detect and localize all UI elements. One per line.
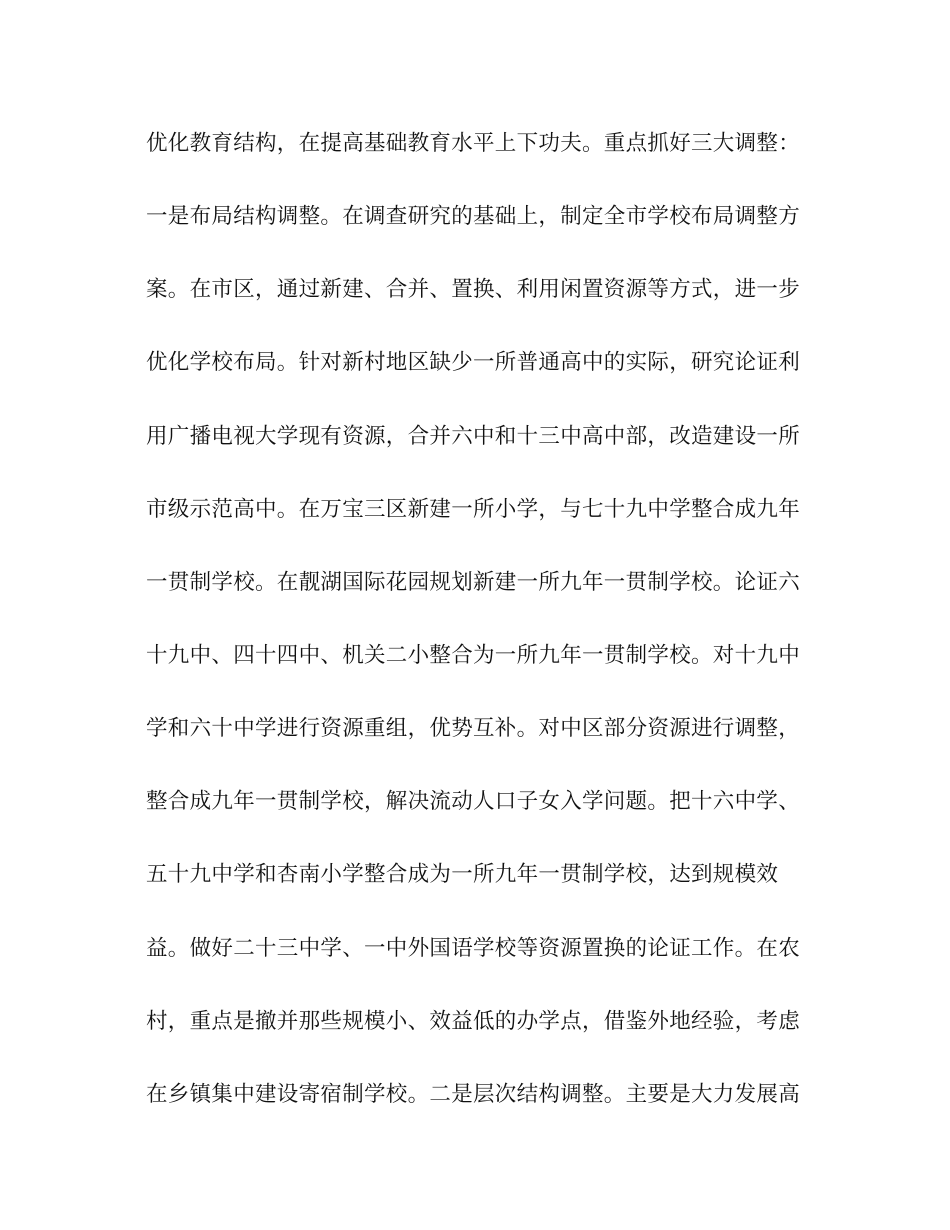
text-line: 案。在市区，通过新建、合并、置换、利用闲置资源等方式，进一步 (146, 277, 801, 303)
text-line: 村，重点是撤并那些规模小、效益低的办学点，借鉴外地经验，考虑 (146, 1008, 801, 1034)
text-line: 五十九中学和杏南小学整合成为一所九年一贯制学校，达到规模效 (146, 862, 779, 888)
text-line: 优化教育结构，在提高基础教育水平上下功夫。重点抓好三大调整： (146, 131, 801, 156)
text-line: 益。做好二十三中学、一中外国语学校等资源置换的论证工作。在农 (146, 935, 801, 961)
text-line: 一贯制学校。在靓湖国际花园规划新建一所九年一贯制学校。论证六 (146, 569, 801, 595)
text-line: 十九中、四十四中、机关二小整合为一所九年一贯制学校。对十九中 (146, 642, 801, 668)
text-line: 一是布局结构调整。在调查研究的基础上，制定全市学校布局调整方 (146, 204, 801, 230)
text-line: 市级示范高中。在万宝三区新建一所小学，与七十九中学整合成九年 (146, 496, 801, 522)
text-line: 整合成九年一贯制学校，解决流动人口子女入学问题。把十六中学、 (146, 789, 801, 815)
text-line: 在乡镇集中建设寄宿制学校。二是层次结构调整。主要是大力发展高 (146, 1081, 801, 1107)
text-line: 学和六十中学进行资源重组，优势互补。对中区部分资源进行调整， (146, 716, 801, 742)
text-line: 优化学校布局。针对新村地区缺少一所普通高中的实际，研究论证利 (146, 350, 801, 376)
body-text (146, 124, 806, 1148)
text-line: 用广播电视大学现有资源，合并六中和十三中高中部，改造建设一所 (146, 423, 801, 449)
